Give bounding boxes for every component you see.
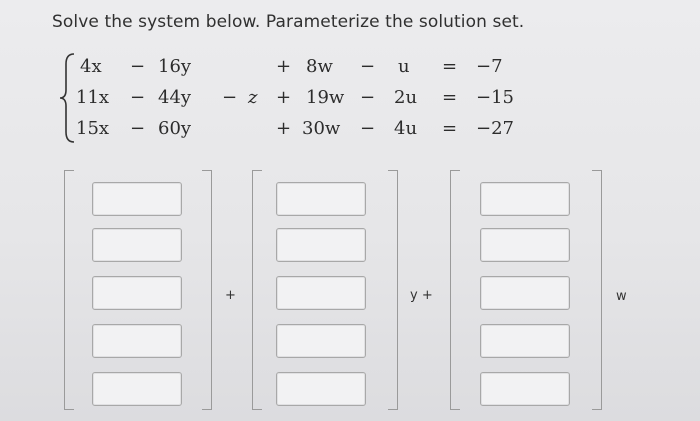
row2-op3: + [276, 87, 292, 108]
row3-op1: − [130, 118, 146, 139]
vector1-entry-1[interactable] [92, 182, 182, 216]
vector1-entry-3[interactable] [92, 276, 182, 310]
row1-y-term: 16y [158, 56, 192, 77]
row1-rhs: −7 [476, 56, 503, 77]
vector2-entry-1[interactable] [276, 182, 366, 216]
vector3-entry-2[interactable] [480, 228, 570, 262]
row2-rhs: −15 [476, 87, 514, 108]
row1-x-term: 4x [80, 56, 102, 77]
plus-label: + [225, 288, 236, 303]
w-label: w [616, 289, 627, 304]
row1-u-term: u [398, 56, 410, 77]
problem-prompt: Solve the system below. Parameterize the solution set. [52, 12, 525, 32]
row2-y-term: 44y [158, 87, 192, 108]
vector3-entry-5[interactable] [480, 372, 570, 406]
row3-rhs: −27 [476, 118, 514, 139]
y-label: y + [410, 288, 433, 303]
row2-x-term: 11x [76, 87, 110, 108]
vector3-left-bracket [450, 170, 460, 410]
vector2-left-bracket [252, 170, 262, 410]
row3-op3: + [276, 118, 292, 139]
vector1-left-bracket [64, 170, 74, 410]
row1-op1: − [130, 56, 146, 77]
left-brace-icon [58, 52, 76, 144]
vector3-entry-3[interactable] [480, 276, 570, 310]
row3-u-term: 4u [394, 118, 418, 139]
row3-x-term: 15x [76, 118, 110, 139]
vector1-entry-2[interactable] [92, 228, 182, 262]
vector2-entry-4[interactable] [276, 324, 366, 358]
vector3-entry-1[interactable] [480, 182, 570, 216]
vector3-right-bracket [592, 170, 602, 410]
row2-op4: − [360, 87, 376, 108]
parametric-solution [64, 170, 664, 418]
row1-op4: − [360, 56, 376, 77]
row3-w-term: 30w [302, 118, 341, 139]
vector2-entry-2[interactable] [276, 228, 366, 262]
row2-equals: = [442, 87, 458, 108]
row1-op3: + [276, 56, 292, 77]
row2-z-term: z [248, 87, 258, 108]
vector3-entry-4[interactable] [480, 324, 570, 358]
row1-w-term: 8w [306, 56, 333, 77]
vector2-entry-5[interactable] [276, 372, 366, 406]
row2-op2: − [222, 87, 238, 108]
vector1-entry-4[interactable] [92, 324, 182, 358]
row2-u-term: 2u [394, 87, 418, 108]
linear-system [58, 52, 528, 148]
vector1-entry-5[interactable] [92, 372, 182, 406]
row3-y-term: 60y [158, 118, 192, 139]
row2-op1: − [130, 87, 146, 108]
row3-op4: − [360, 118, 376, 139]
vector1-right-bracket [202, 170, 212, 410]
vector2-entry-3[interactable] [276, 276, 366, 310]
row1-equals: = [442, 56, 458, 77]
vector2-right-bracket [388, 170, 398, 410]
row2-w-term: 19w [306, 87, 345, 108]
row3-equals: = [442, 118, 458, 139]
